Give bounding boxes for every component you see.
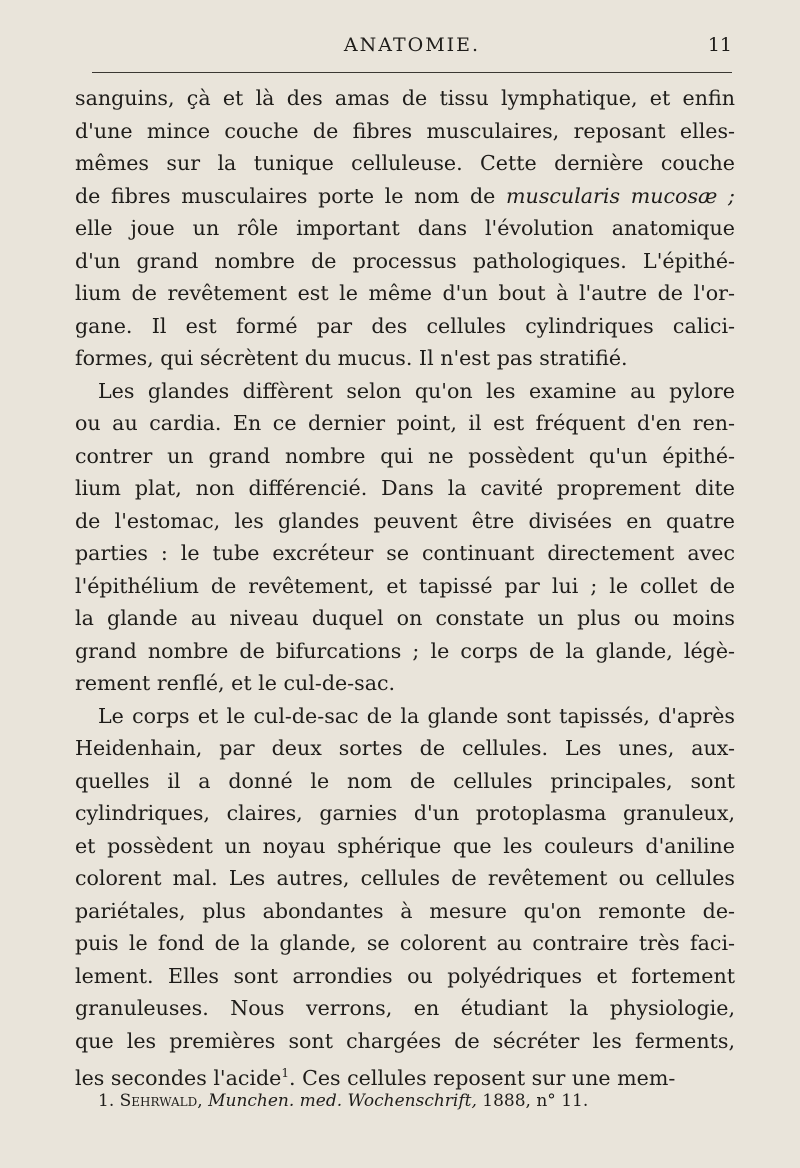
footnote-journal: Munchen. med. Wochenschrift, <box>208 1091 477 1111</box>
text-line: et possèdent un noyau sphérique que les couleurs d'aniline <box>75 833 735 858</box>
text-line: granuleuses. Nous verrons, en étudiant la physiologie, <box>75 996 735 1020</box>
text-line: lium plat, non différencié. Dans la cavité proprement dite <box>75 476 735 500</box>
footnote-author: Sehrwald, <box>119 1091 203 1111</box>
text-line: l'épithélium de revêtement, et tapissé par lui ; le collet de <box>75 573 735 598</box>
text-span: les secondes l'acide <box>75 1065 282 1090</box>
text-line: lement. Elles sont arrondies ou polyédriques et fortement <box>75 963 735 988</box>
page-number: 11 <box>707 34 732 56</box>
text-line: d'un grand nombre de processus pathologiques. L'épithé- <box>75 248 735 273</box>
text-line: Heidenhain, par deux sortes de cellules. Les unes, aux- <box>75 736 735 760</box>
text-line: formes, qui sécrètent du mucus. Il n'est pas stratifié. <box>75 346 628 370</box>
text-line: pariétales, plus abondantes à mesure qu'on remonte de- <box>75 898 735 923</box>
text-line: d'une mince couche de fibres musculaires, reposant elles- <box>75 118 735 143</box>
italic-term: muscularis mucosæ ; <box>506 183 735 208</box>
text-line: ou au cardia. En ce dernier point, il est fréquent d'en ren- <box>75 411 735 435</box>
text-line: mêmes sur la tunique celluleuse. Cette dernière couche <box>75 151 735 175</box>
text-line: Le corps et le cul-de-sac de la glande sont tapissés, d'après <box>98 703 735 728</box>
text-line: puis le fond de la glande, se colorent au contraire très faci- <box>75 931 735 955</box>
running-head <box>92 34 732 64</box>
body-text <box>75 82 735 1090</box>
text-line: que les premières sont chargées de sécréter les ferments, <box>75 1028 735 1053</box>
text-line: gane. Il est formé par des cellules cylindriques calici- <box>75 313 735 338</box>
text-line: parties : le tube excréteur se continuant directement avec <box>75 541 735 565</box>
text-line <box>75 1057 735 1090</box>
text-span: . Ces cellules reposent sur une mem- <box>288 1065 676 1090</box>
header-rule <box>92 72 732 73</box>
text-line: grand nombre de bifurcations ; le corps de la glande, légè- <box>75 638 735 663</box>
text-line: lium de revêtement est le même d'un bout à l'autre de l'or- <box>75 281 735 305</box>
paragraph <box>75 82 735 375</box>
text-line <box>75 180 735 213</box>
text-span: de fibres musculaires porte le nom de <box>75 183 507 208</box>
footnote-rest: 1888, n° 11. <box>482 1091 589 1111</box>
footnote <box>75 1089 735 1113</box>
text-line: cylindriques, claires, garnies d'un protoplasma granuleux, <box>75 801 735 825</box>
paragraph <box>75 375 735 700</box>
text-line: Les glandes diffèrent selon qu'on les examine au pylore <box>98 378 735 403</box>
text-line: sanguins, çà et là des amas de tissu lymphatique, et enfin <box>75 86 735 110</box>
footnote-number: 1. <box>98 1091 115 1111</box>
running-title: ANATOMIE. <box>343 34 481 56</box>
text-line: colorent mal. Les autres, cellules de revêtement ou cellules <box>75 866 735 890</box>
text-line: elle joue un rôle important dans l'évolution anatomique <box>75 216 735 240</box>
paragraph <box>75 700 735 1090</box>
text-line: quelles il a donné le nom de cellules principales, sont <box>75 768 735 793</box>
text-line: rement renflé, et le cul-de-sac. <box>75 671 396 695</box>
text-line: de l'estomac, les glandes peuvent être divisées en quatre <box>75 508 735 533</box>
footnote-marker: 1 <box>281 1066 289 1080</box>
text-line: contrer un grand nombre qui ne possèdent qu'un épithé- <box>75 443 735 468</box>
text-line: la glande au niveau duquel on constate un plus ou moins <box>75 606 735 630</box>
